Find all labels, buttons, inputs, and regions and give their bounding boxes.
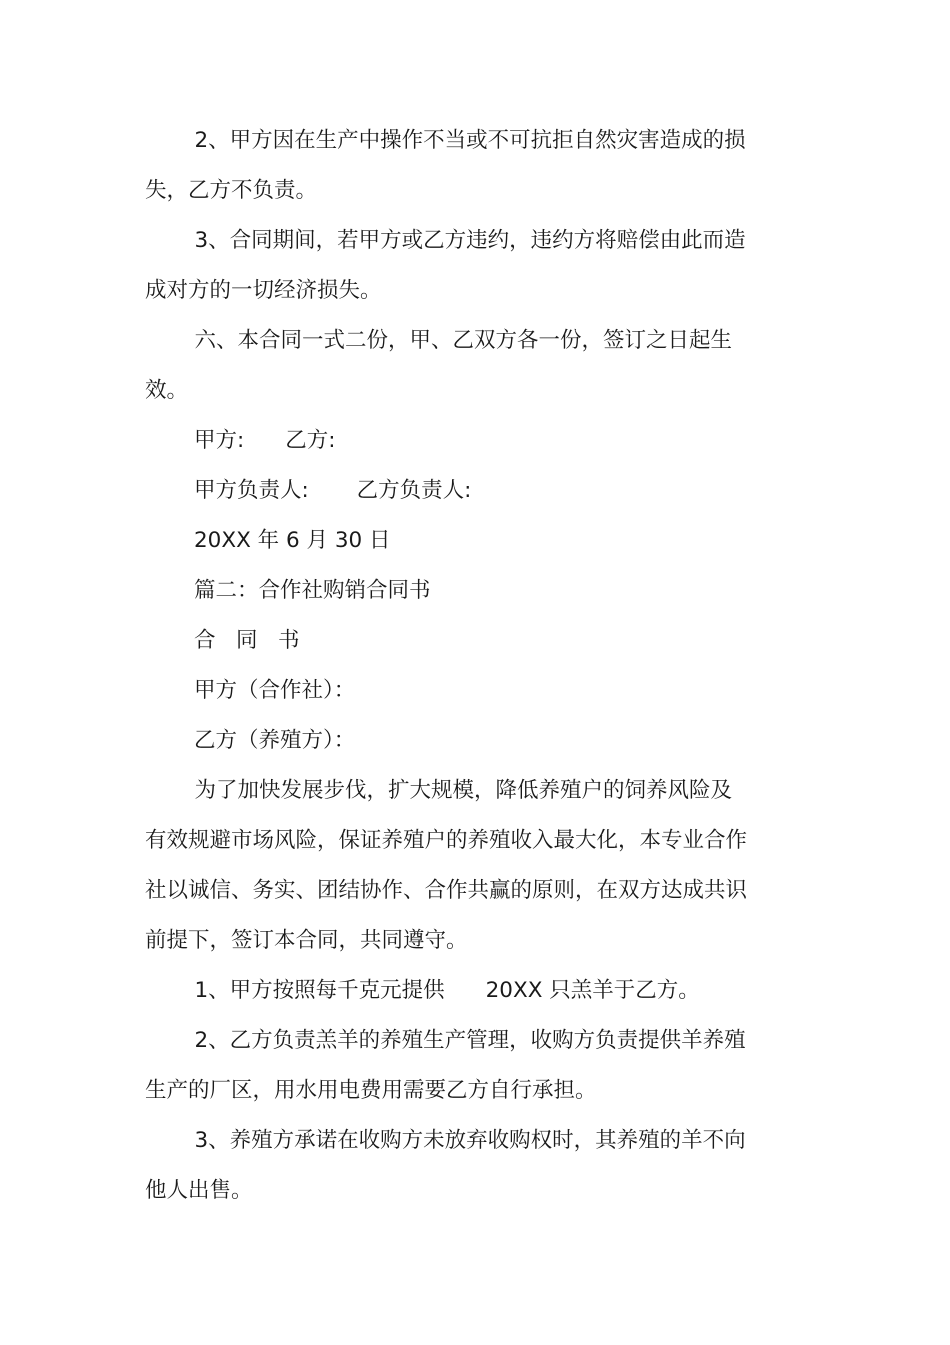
clause-3-paragraph: 3、合同期间，若甲方或乙方违约，违约方将赔偿由此而造成对方的一切经济损失。 [145,228,746,303]
date-line: 20XX 年 6 月 30 日 [194,528,391,553]
responsible-persons-line: 甲方负责人: 乙方负责人: [194,478,472,503]
clause-6-paragraph: 六、本合同一式二份，甲、乙双方各一份，签订之日起生效。 [145,328,732,403]
preamble-paragraph: 为了加快发展步伐，扩大规模，降低养殖户的饲养风险及有效规避市场风险，保证养殖户的养殖收入最大化，本专业合作社以诚信、务实、团结协作、合作共赢的原则，在双方达成共识前提下，签订本合同，共同遵守。 [145,778,748,953]
document-body [145,116,750,1216]
term-1-paragraph: 1、甲方按照每千克元提供 20XX 只羔羊于乙方。 [194,978,700,1003]
party-a-line: 甲方（合作社）： [194,678,356,703]
term-3-paragraph: 3、养殖方承诺在收购方未放弃收购权时，其养殖的羊不向他人出售。 [145,1128,746,1203]
party-b-line: 乙方（养殖方）： [194,728,356,753]
section-heading: 篇二：合作社购销合同书 [194,578,431,603]
party-labels-line: 甲方: 乙方: [194,428,336,453]
term-2-paragraph: 2、乙方负责羔羊的养殖生产管理，收购方负责提供羊养殖生产的厂区，用水用电费用需要乙方自行承担。 [145,1028,746,1103]
contract-title: 合 同 书 [194,628,300,653]
clause-2-paragraph: 2、甲方因在生产中操作不当或不可抗拒自然灾害造成的损失，乙方不负责。 [145,128,746,203]
